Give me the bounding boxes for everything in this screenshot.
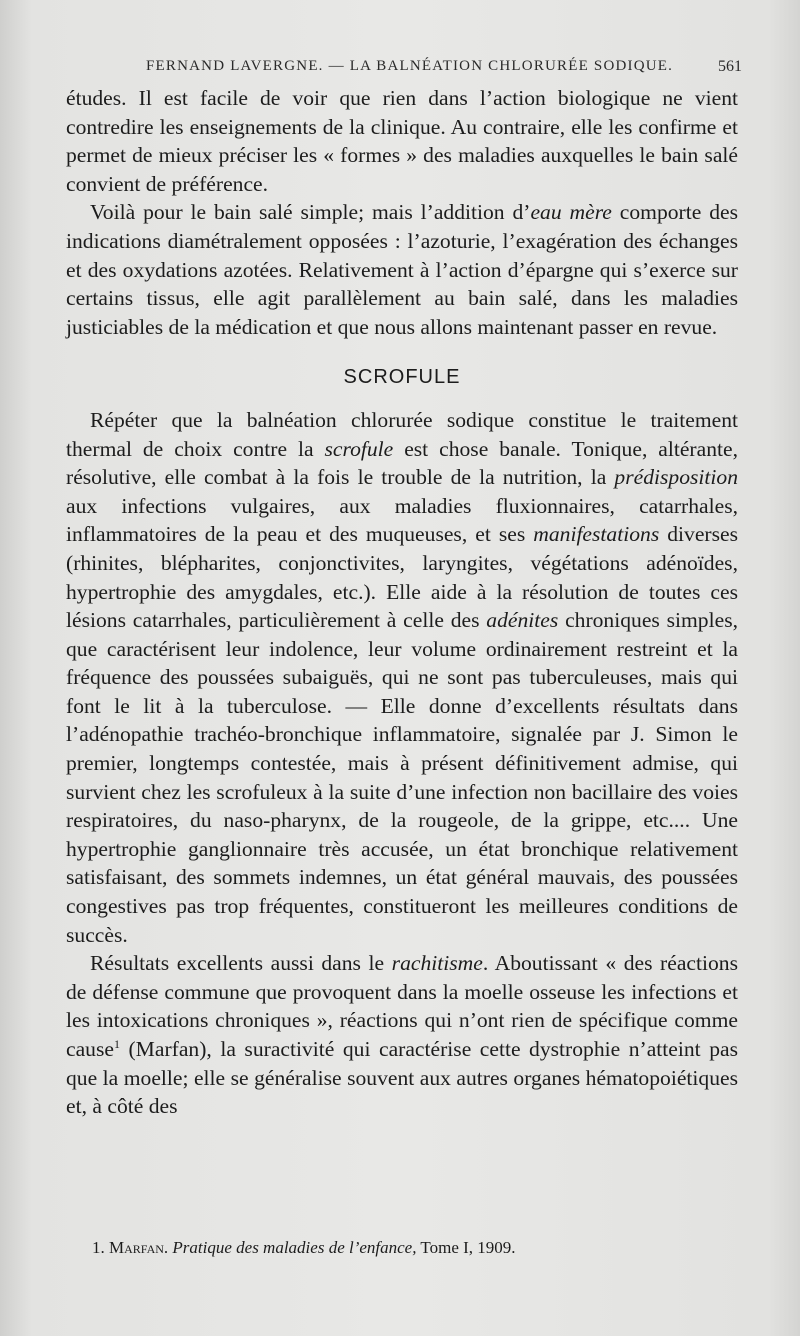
text-run: Voilà pour le bain salé simple; mais l’addition d’ xyxy=(90,200,531,225)
footnote xyxy=(92,1238,732,1258)
paragraph-continuation: études. Il est facile de voir que rien dans l’action biologique ne vient contredire les enseignements de la clinique. Au contraire, elle les confirme et permet de mieux préciser les « formes » des maladies auxquelles le bain salé convient de préférence. xyxy=(66,86,738,196)
page-body xyxy=(66,84,738,1121)
italic-run: manifestations xyxy=(533,522,660,547)
text-run: Résultats excellents aussi dans le xyxy=(90,951,392,976)
footnote-number: 1. xyxy=(92,1238,105,1257)
section-heading: SCROFULE xyxy=(343,366,461,389)
footnote-rest: Tome I, 1909. xyxy=(416,1238,516,1257)
text-run: comporte des indications diamétralement opposées : l’azoturie, l’exagération des échanges et des oxydations azotées. Relativement à l’action d’épargne qui s’exerce sur certains tissus, elle agit parallèlement au bain salé, dans les maladies justiciables de la médication et que nous allons maintenant passer en revue. xyxy=(66,200,738,339)
italic-run: rachitisme xyxy=(391,951,483,976)
page-number: 561 xyxy=(718,58,742,75)
running-header xyxy=(146,58,742,75)
footnote-marker: 1 xyxy=(113,1037,120,1051)
running-title: FERNAND LAVERGNE. — LA BALNÉATION CHLORURÉE SODIQUE. xyxy=(146,58,674,74)
paragraph-scrofule xyxy=(66,406,738,949)
text-run: diverses (rhinites, blépharites, conjonctivites, laryngites, végétations adénoïdes, hypertrophie des amygdales, etc.). Elle aide à la résolution de toutes ces lésions catarrhales, particulièrement à celle des xyxy=(66,522,738,633)
text-run: est chose banale. Tonique, altérante, résolutive, elle combat à la fois le trouble de la nutrition, la xyxy=(66,436,738,490)
italic-run: adénites xyxy=(486,608,559,633)
paragraph-eau-mere xyxy=(66,198,738,341)
text-run: chroniques simples, que caractérisent leur indolence, leur volume ordinairement restreint et la fréquence des poussées subaiguës, qui ne sont pas tuberculeuses, mais qui font le lit à la tuberculose. — Elle donne d’excellents résultats dans l’adénopathie trachéo-bronchique inflammatoire, signalée par J. Simon le premier, longtemps contestée, mais à présent définitivement admise, qui survient chez les scrofuleux à la suite d’une infection non bacillaire des voies respiratoires, du naso-pharynx, de la rougeole, de la grippe, etc.... Une hypertrophie ganglionnaire très accusée, un état bronchique relativement satisfaisant, des sommets indemnes, un état général mauvais, des poussées congestives pas trop fréquentes, constitueront les meilleures conditions de succès. xyxy=(66,608,738,947)
text-run: aux infections vulgaires, aux maladies fluxionnaires, catarrhales, inflammatoires de la peau et des muqueuses, et ses xyxy=(66,493,738,547)
italic-run: eau mère xyxy=(530,200,612,225)
text-run: (Marfan), la suractivité qui caractérise cette dystrophie n’atteint pas que la moelle; elle se généralise souvent aux autres organes hématopoiétiques et, à côté des xyxy=(66,1037,738,1119)
italic-run: prédisposition xyxy=(614,465,738,490)
italic-run: scrofule xyxy=(324,436,394,461)
text-run: Répéter que la balnéation chlorurée sodique constitue le traitement thermal de choix contre la xyxy=(66,407,738,461)
footnote-author: Marfan. xyxy=(109,1238,169,1257)
paragraph-rachitisme xyxy=(66,949,738,1121)
footnote-title: Pratique des maladies de l’enfance, xyxy=(172,1238,417,1257)
text-run: . Aboutissant « des réactions de défense commune que provoquent dans la moelle osseuse les infections et les intoxications chroniques », réactions qui n’ont rien de spécifique comme cause xyxy=(66,951,738,1061)
